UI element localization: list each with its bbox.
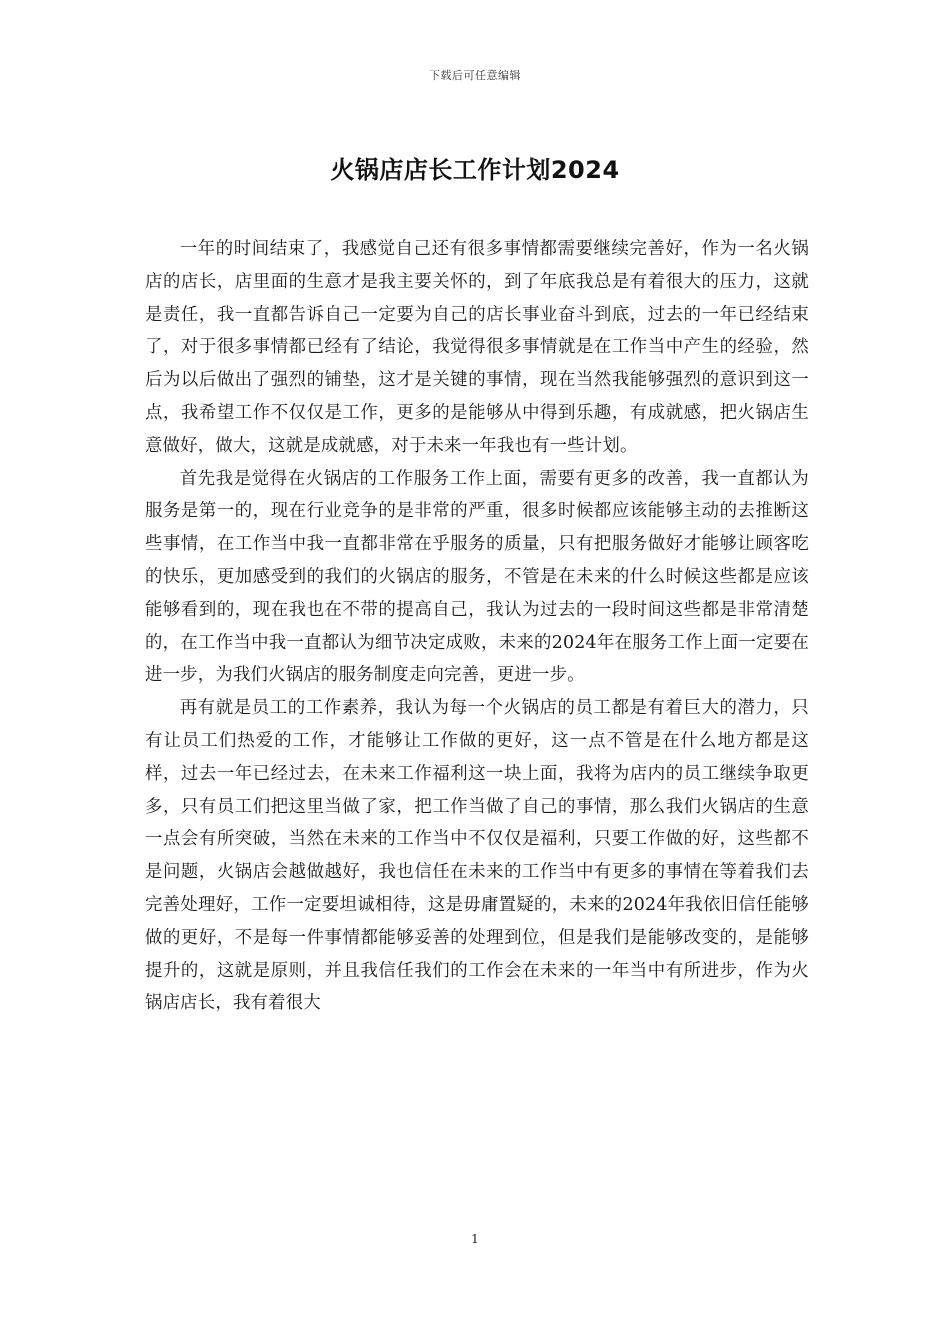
document-title: 火锅店店长工作计划2024 bbox=[330, 156, 620, 184]
page-number: 1 bbox=[471, 1232, 479, 1246]
paragraph-3: 再有就是员工的工作素养，我认为每一个火锅店的员工都是有着巨大的潜力，只有让员工们热爱的工作，才能够让工作做的更好，这一点不管是在什么地方都是这样，过去一年已经过去，在未来工作福利这一块上面，我将为店内的员工继续争取更多，只有员工们把这里当做了家，把工作当做了自己的事情，那么我们火锅店的生意一点会有所突破，当然在未来的工作当中不仅仅是福利，只要工作做的好，这些都不是问题，火锅店会越做越好，我也信任在未来的工作当中有更多的事情在等着我们去完善处理好，工作一定要坦诚相待，这是毋庸置疑的，未来的2024年我依旧信任能够做的更好，不是每一件事情都能够妥善的处理到位，但是我们是能够改变的，是能够提升的，这就是原则，并且我信任我们的工作会在未来的一年当中有所进步，作为火锅店店长，我有着很大 bbox=[145, 698, 809, 1014]
paragraph-2: 首先我是觉得在火锅店的工作服务工作上面，需要有更多的改善，我一直都认为服务是第一的，现在行业竞争的是非常的严重，很多时候都应该能够主动的去推断这些事情，在工作当中我一直都非常在乎服务的质量，只有把服务做好才能够让顾客吃的快乐，更加感受到的我们的火锅店的服务，不管是在未来的什么时候这些都是应该能够看到的，现在我也在不带的提高自己，我认为过去的一段时间这些都是非常清楚的，在工作当中我一直都认为细节决定成败，未来的2024年在服务工作上面一定要在进一步，为我们火锅店的服务制度走向完善，更进一步。 bbox=[145, 468, 809, 686]
header-note: 下载后可任意编辑 bbox=[429, 69, 521, 82]
paragraph-1: 一年的时间结束了，我感觉自己还有很多事情都需要继续完善好，作为一名火锅店的店长，店里面的生意才是我主要关怀的，到了年底我总是有着很大的压力，这就是责任，我一直都告诉自己一定要为自己的店长事业奋斗到底，过去的一年已经结束了，对于很多事情都已经有了结论，我觉得很多事情就是在工作当中产生的经验，然后为以后做出了强烈的铺垫，这才是关键的事情，现在当然我能够强烈的意识到这一点，我希望工作不仅仅是工作，更多的是能够从中得到乐趣，有成就感，把火锅店生意做好，做大，这就是成就感，对于未来一年我也有一些计划。 bbox=[145, 239, 809, 456]
document-body bbox=[145, 233, 809, 1020]
